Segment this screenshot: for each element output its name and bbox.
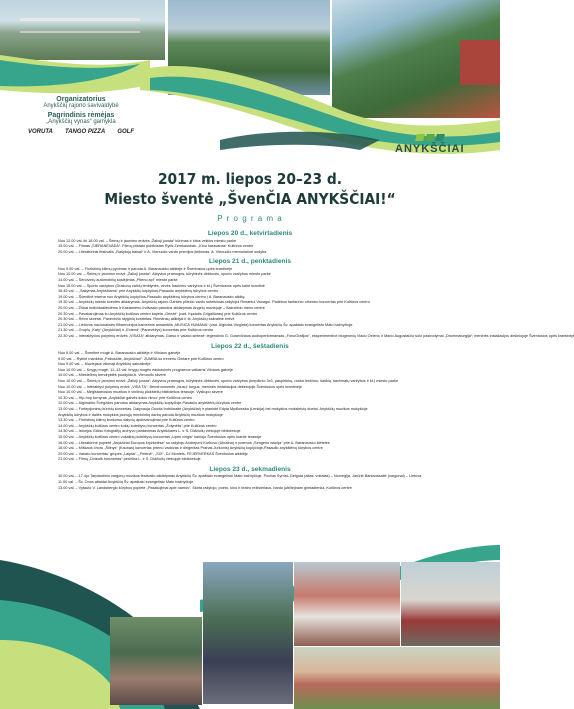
program-event: 9.00 val. – Rytinė mankšta „Pabuskite, Anykščiai!“. ZUMBA su treneriu Gintare prie Kultūros centro (58, 356, 224, 361)
program-event: Nuo 10.00 val. – Meģistamosios muzikos ir vinilinių plokštelių bibliotekos terasoje. Vyskupo skvere (58, 390, 223, 395)
program-event: 20.30 val. – Retro skverai. Panevėžio styginių kvartetas. Romansų atlikėjai ir kt. Anykščių sakralinė erdvė (58, 317, 235, 322)
program-event: Nuo 10.00 val. – Interaktyvi polyrinių erdvė „VISA TA“. Bendruomenės „blusų“ turgus, meninės instaliacijos dešiniojoje Šventosios upės krantinėje (58, 384, 302, 389)
program-event: Nuo 9.00 val. – Floristinių kilimų pynimas ir paroda A. Baranausko aikštėje ir Šventosios upės krantinėje (58, 266, 233, 271)
program-event: Nuo 9.00 val. – Šventinė mugė A. Baranausko aikštėje ir Vilniaus gatvėje (58, 351, 181, 355)
day-heading: Liepos 23 d., sekmadienis (209, 465, 291, 473)
program-event: 14.30 val. – Istorijos Gičiso fotografijų archyvo pardavimas Anykščiams L. ir S. Didžiulių viešojoje bibliotekoje (58, 429, 241, 434)
program-event: 19.30 val. – Anykščių miesto šventės atidarymas. Anykščių rajono Garbės piliečio vardo suteikimas rašytojui Rimantui Vanagui. Padėkos fanfarinio orkestro koncertas prie Kultūros centro (58, 300, 370, 305)
program-event: 21.00 val. – Lietuvos nacionalinės filharmonijos kamerinis ansamblis „MUSICA HUMANA“ (vad. Algirdas Vizgirda) koncertas Anykščių Šv. apaštalo evangelisto Mato bažnyčioje (58, 322, 353, 327)
program-event: 13.00 val. – Vytauto V. Landsbergio kūrybos popietė „Pasakojimai apie namus“. Skirta rašytojo, poeto, kino ir teatro režisieriaus, bardo jubiliejinam gimtadieniui. Kultūros centre (58, 485, 352, 490)
program-event: 21.30 val. – Grupių „Katy“ (Anykščiai) ir „Extend“ (Panevėžys) koncertas prie Kultūros centro (58, 328, 214, 333)
logo-golf: GOLF (117, 129, 134, 135)
program-event: 14.00 val. – Anykščių kultūros centro šokių kolektyvų koncertas „Žolynėlis“ prie Kultūros centro (58, 423, 217, 428)
organizer-name: Anykščių rajono savivaldybė (43, 103, 119, 109)
program-event: Nuo 10.00 val. – Šeimų ir jaunimo erdvė „Žalioji juosta“: Aktyvios pramogos, kūrybinės dirbtuvės, sporto varžybos miesto parke (58, 272, 271, 277)
anyksciai-brand (395, 134, 465, 155)
program-schedule (58, 228, 574, 494)
program-event: 13.00 val. – Fortepijoninių kūrinių koncertas. Dalyvauja Guoda Indriūnaitė (Anykščiai) ir pianistė Edyta Mydlowska (Lenkija) bei mokyklos moksleivių duetai. Anykščių muzikos mokykloje (58, 406, 368, 411)
program-event: 10.00 val. – Miestelėnų bendrystės puodyliai A. Vienuolio skvere (58, 373, 166, 378)
sponsor-name: „Anykščių vynas“ gamykla (46, 119, 116, 125)
program-event: 20.00 val. – Vakaro koncertas: grupės „Laiptai“, „Pelenė“, „SIX“, DJ Moniets, FEJERVERKAS Šventosios aikštėje (58, 451, 248, 456)
brand-name: ANYKŠČIAI (395, 143, 465, 155)
program-label: P r o g r a m a (217, 214, 283, 223)
program-day (58, 343, 442, 463)
day-heading: Liepos 20 d., ketvirtadienis (207, 230, 293, 237)
program-event: Nuo 15.00 val. – Sporto varžybos (Drakonų valčių lenktynės, virvės traukimo varžybos ir kt.) Šventosios upės kairė krantinė (58, 283, 265, 288)
program-day (58, 258, 574, 339)
poster-title (60, 170, 440, 223)
photo-flower-carpet (294, 647, 500, 709)
event-line: Miesto šventė „ŠvenČIA ANYKŠČIAI!“ (104, 190, 396, 208)
program-event: 21.00 val. – Filmų „Dvieulk horizontas“ peržiūra L. ir S. Didžiulių viešojoje bibliotekoje (58, 457, 201, 462)
program-event: 20.00 val. – Žiūrai individualiesiems ir Kastamėnu Indivaalo parodos atidarymas Angelų muziejuje – Sakralinio meno centre (58, 305, 265, 310)
program-event: 14.00 val. – Senovinių automobilių susiėjimas „Plieno api“ miesto parke (58, 277, 178, 282)
organizer-title: Organizatorius (56, 96, 106, 103)
sponsor-logos (26, 129, 136, 135)
program-day (58, 466, 442, 491)
program-event: 13.30 val. – Floristinių kilimų konkurso dalyvių apdovanojimai prie Kultūros centro (58, 418, 195, 423)
sponsor-title: Pagrindinis rėmėjas (47, 112, 115, 119)
program-day (58, 230, 442, 255)
day-heading: Liepos 22 d., šeštadienis (211, 342, 289, 350)
program-event: 20.30 val. – Pavakarojimas su Anykščių kultūros centro kapela „Griežė“ (vad. Kęstutis Grigaliūnas) prie Kultūros centro (58, 311, 258, 316)
logo-tango-pizza: TANGO PIZZA (65, 129, 106, 135)
date-line: 2017 m. liepos 20–23 d. (157, 170, 343, 188)
photo-folk-dance (401, 562, 500, 646)
program-event: 22.30 val. – Interaktyvios polyrinių erdvės „VISATA“ atidarymas. Garso ir vaizdo sintezė: legendinio G. Gosevičiaus audioperformansas „FonoGrafijos“, eksperimentinė biogeninių Vlado Oeleno ir Mario Augustaičio solo pasirodymai „Drummaturgija“; meninės instaliacijos dešiniojoje Šventosios upės krantinėje (58, 333, 574, 338)
photo-brass-band (203, 562, 293, 704)
program-event: Nuo 10.00 val. – Knygų mugė. 11–13 val. knygų mugės edukacinės programos vaikams Vilniaus gatvėje (58, 367, 234, 372)
program-event: 10.30 val. – Hip-hop turnyras „Anykščiai gatvės šokio ritmu“ prie Kultūros centro (58, 395, 193, 400)
program-event: 18.00 val. – Miškaus choro „Šilinys“ (Kaunas) koncertas (meno vadovas ir dirigentas Pranas Jurkonis) Anykščių koplyčioje-Pasaulio anykštėnų kūrybos centre (58, 446, 323, 451)
photo-audience (110, 617, 202, 705)
day-heading: Liepos 21 d., penktadienis (208, 258, 292, 266)
program-event: Nuo 10.00 val. – Šeimų ir jaunimo erdvė „Žalioji juosta“: Aktyvios pramogos, kūrybinės dirbtuvės, sporto varžybos (krepšinio 3x3, paspirtukų, ranka lenkimo, šaškių, šachmatų varžybos ir kt.) miesto parke (58, 378, 398, 383)
program-event: 12.00 val. – Algimanto Švėgždos parodos atidarymas Anykščių koplyčioje-Pasaulio anykštėnų kūrybos centre (58, 401, 242, 406)
program-event: 15.00 val. – Anykščių kultūros centro vokalinių kolektyvų koncertas „Upės vingis“ kairiojo Šventosios upės krantė terasoje (58, 434, 262, 439)
program-event: 11.00 val. – Šv. Onos atlaidai Anykščių Šv. apaštalo evangelisto Mato bažnyčioje (58, 479, 194, 484)
program-event: Anykščių kūrybos ir dailės mokyklos jaunųjų menininkų darbų paroda Anykščių muzikos mokykloje (58, 412, 223, 417)
organizers-block (26, 96, 136, 135)
brand-leaf-icon (395, 134, 465, 141)
program-event: 19.00 val. – Šventinė eisena nuo Anykščių koplyčios-Pasaulio anykštėnų kūrybos centro į A. Baranausko aikštę (58, 294, 245, 299)
program-event: 16.45 val. – „Sakymas Anykščiams“ prie Anykščių koplyčios-Pasaulio anykštėnų kūrybos centro (58, 289, 219, 294)
program-event: 20.00 val. – Literatūrinis festivalis „Rašytojų balsai“ ir A. Vienuolio vardo premijos įteikimas. A. Vienuolio memorialinė sodyba (58, 249, 267, 254)
photo-folk-ensemble (294, 562, 400, 646)
program-event: Nuo 12.00 val. iki 18.00 val. – Šeimų ir jaunimo erdvės „Žalioji juosta“ kūrimas ir kitos veiklos miesto parke (58, 238, 237, 243)
program-event: 16.00 val. – Literatūrinė popietė „Anykščiai Europos kryžkelėse“ su rašytoju Andrejumi Kurkovu (Ukraina) ir poemos „Sengeno istorija“ prie A. Baranausko klėtelės (58, 440, 330, 445)
program-event: Nuo 9.00 val. – Muziejaus vilionaji Anykščių sakralinėje (58, 362, 151, 367)
logo-voruta: VORUTA (28, 129, 53, 135)
program-event: 10.00 val. – 17-ojo Tarptautinio vargonų muzikos festivalio atidarymas Anykščių Šv. apaštalo evangelisto Mato bažnyčioje. Povilas Syrrist–Gelgota (altas, vokalas) – Norvegija, Jarūnė Barkauskaitė (vargonai) – Lietuva (58, 474, 422, 479)
program-event: 19.00 val. – Filmas „SIERANEVADA“. Filmą pristato publicistas Rytis Zemkauskas. „Kino karavanas“ Kultūros centre (58, 244, 254, 249)
